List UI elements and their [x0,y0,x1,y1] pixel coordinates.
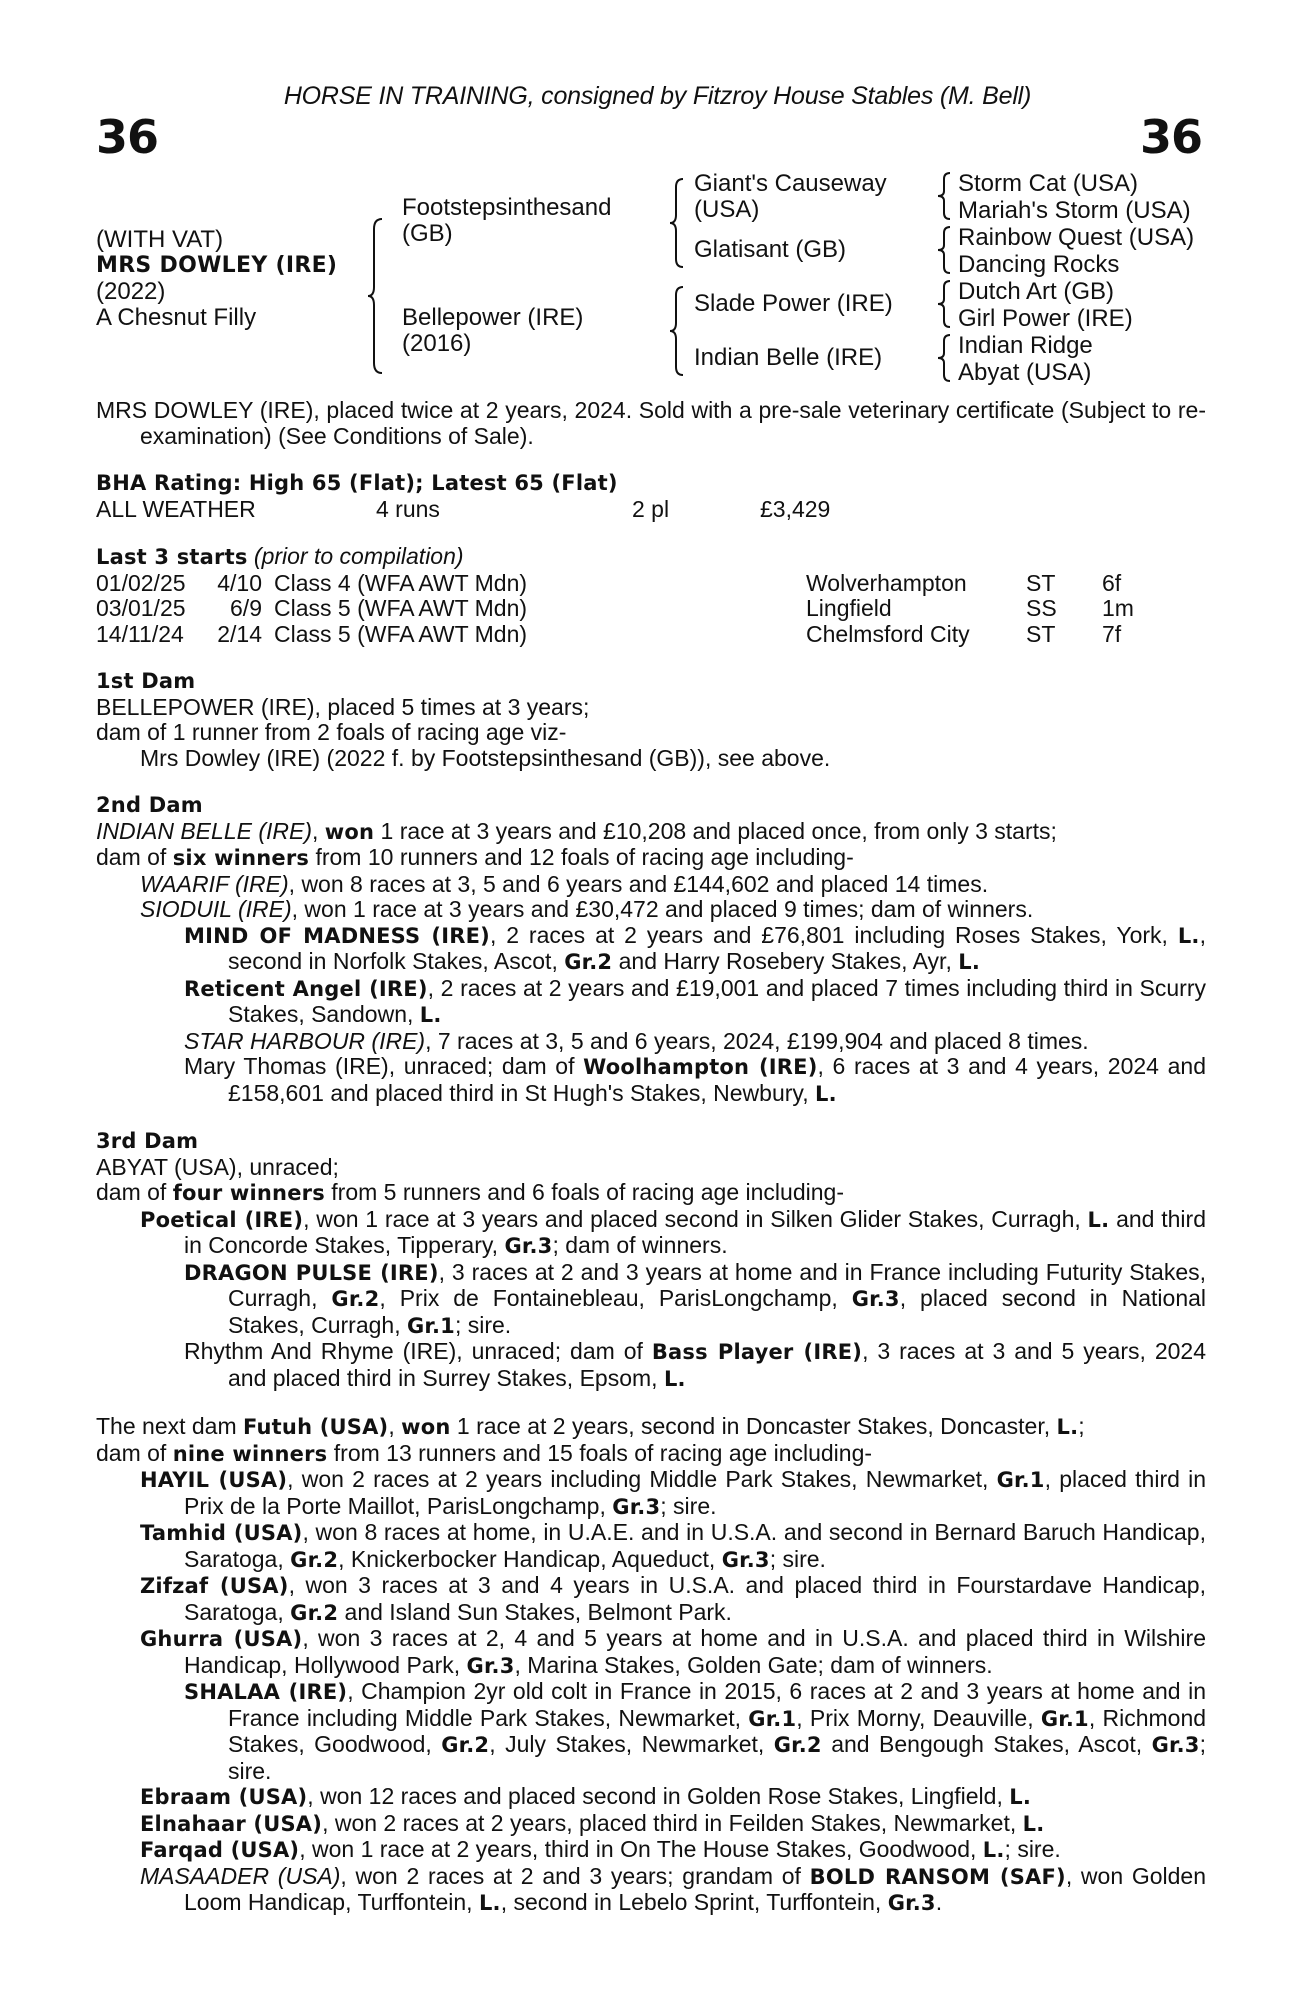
dam-section [96,793,1206,1107]
gen3-ancestor: Mariah's Storm (USA) [958,197,1191,224]
produce-entry [96,897,1206,923]
dam-line [96,845,1206,872]
text-run: ; sire. [454,1311,512,1338]
start-course: Lingfield [806,595,892,621]
bold-text: six winners [172,846,310,870]
dam-line [96,1180,1206,1207]
italic-text: STAR HARBOUR (IRE) [184,1027,426,1054]
text-run: ; sire. [228,1731,1207,1784]
produce-entry [96,976,1206,1029]
text-run: ; sire. [660,1492,717,1519]
bold-text: L. [1177,923,1200,948]
produce-entry [96,923,1206,976]
text-run: dam of [96,1439,173,1466]
bold-text: Tamhid (USA) [140,1521,303,1545]
text-run: , won 1 race at 3 years and placed second in Silken Glider Stakes, Curragh, [303,1205,1088,1232]
bold-text: Gr.2 [564,950,613,974]
gen3-ancestor: Indian Ridge [958,332,1093,359]
text-run: , second in Norfolk Stakes, Ascot, [228,921,1206,974]
produce-entry [96,1784,1206,1811]
bold-text: Gr.2 [290,1600,339,1625]
bold-text: L. [478,1891,501,1915]
start-course: Wolverhampton [806,569,967,596]
start-date: 01/02/25 [96,569,186,596]
bold-text: Gr.3 [887,1891,936,1915]
start-position: 4/10 [217,569,262,596]
dam-line [96,695,1206,721]
text-run: dam of 1 runner from 2 foals of racing age viz- [96,719,567,745]
start-distance: 1m [1102,595,1134,621]
bold-text: nine winners [172,1441,328,1466]
text-run: , [312,817,325,844]
bold-text: Gr.3 [612,1494,661,1519]
bold-text: Gr.1 [996,1468,1045,1492]
produce-entry [96,1207,1206,1260]
text-run: and Harry Rosebery Stakes, Ayr, [612,948,959,974]
text-run: from 13 runners and 15 foals of racing age including- [327,1439,873,1466]
bold-text: Elnahaar (USA) [140,1811,323,1836]
bold-text: Gr.1 [1040,1706,1089,1731]
text-run: ; dam of winners. [552,1232,728,1258]
bold-text: Gr.3 [851,1287,900,1311]
text-run: The next dam [96,1413,244,1439]
bold-text: Reticent Angel (IRE) [184,976,428,1001]
bold-text: won [324,819,375,844]
produce-entry [96,1837,1206,1864]
start-race: Class 4 (WFA AWT Mdn) [274,569,528,596]
gen3-ancestor: Abyat (USA) [958,359,1092,386]
text-run: BELLEPOWER (IRE), placed 5 times at 3 years; [96,693,590,720]
last-starts-title: Last 3 starts [96,545,248,569]
start-surface: SS [1026,595,1057,621]
text-run: , 3 races at 3 and 5 years, 2024 and placed third in Surrey Stakes, Epsom, [228,1338,1206,1391]
horse-name: MRS DOWLEY (IRE) [96,253,338,278]
dam-dam-name: Indian Belle (IRE) [694,344,883,371]
bold-text: Gr.1 [406,1313,455,1338]
horse-summary: MRS DOWLEY (IRE), placed twice at 2 years, 2024. Sold with a pre-sale veterinary certificate (Subject to re-examination) (See Conditions of Sale). [96,397,1206,449]
dam-section-title: 2nd Dam [96,793,203,817]
gen3-ancestor: Storm Cat (USA) [958,170,1139,197]
dam-section-title: 1st Dam [96,669,196,693]
start-position: 6/9 [230,595,262,621]
lot-number-left: 36 [96,110,159,164]
text-run: , Richmond Stakes, Goodwood, [228,1704,1207,1757]
bha-placed: 2 pl [632,495,670,522]
dam-line [96,1155,1206,1181]
text-run: , won 8 races at home, in U.A.E. and in U.S.A. and second in Bernard Baruch Handicap, Saratoga, [184,1519,1206,1572]
dam-name: Bellepower (IRE) [402,304,584,331]
produce-entry [96,1339,1206,1392]
bold-text: Gr.3 [504,1234,553,1258]
produce-entry [96,1260,1206,1340]
bold-text: Gr.2 [290,1547,339,1572]
produce-entry [96,1520,1206,1573]
dam-section [96,669,1206,771]
gen3-ancestor: Girl Power (IRE) [958,305,1133,332]
text-run: , 7 races at 3, 5 and 6 years, 2024, £199,904 and placed 8 times. [425,1027,1089,1054]
text-run: , won 3 races at 3 and 4 years in U.S.A. and placed third in Fourstardave Handicap, Saratoga, [184,1572,1206,1625]
bold-text: L. [1087,1207,1110,1232]
bold-text: Bass Player (IRE) [651,1340,863,1364]
bold-text: Ghurra (USA) [140,1627,303,1651]
text-run: , [388,1413,402,1439]
bold-text: L. [1009,1785,1032,1809]
sire-country: (GB) [402,220,453,247]
text-run: , Champion 2yr old colt in France in 2015, 6 races at 2 and 3 years at home and in France including Middle Park Stakes, Newmarket, [228,1678,1206,1731]
gen3-ancestor: Dutch Art (GB) [958,278,1115,305]
bold-text: L. [814,1081,837,1106]
text-run: Rhythm And Rhyme (IRE), unraced; dam of [184,1338,652,1364]
bold-text: Futuh (USA) [243,1415,389,1439]
text-run: and third in Concorde Stakes, Tipperary, [184,1205,1206,1258]
produce-entry [96,1864,1206,1917]
dam-line [96,720,1206,746]
bold-text: Gr.3 [721,1547,770,1572]
text-run: Mary Thomas (IRE), unraced; dam of [184,1053,584,1079]
italic-text: SIODUIL (IRE) [140,896,292,922]
produce-entry [96,1054,1206,1107]
bold-text: won [401,1415,451,1439]
bold-text: Ebraam (USA) [140,1785,308,1809]
bold-text: SHALAA (IRE) [184,1680,348,1704]
text-run: 1 race at 3 years and £10,208 and placed once, from only 3 starts; [374,817,1057,844]
bha-surface: ALL WEATHER [96,495,256,522]
bold-text: Gr.1 [748,1706,797,1731]
last-starts-heading [96,544,1206,571]
start-race: Class 5 (WFA AWT Mdn) [274,595,528,621]
bold-text: DRAGON PULSE (IRE) [184,1260,439,1285]
bold-text: Farqad (USA) [140,1838,300,1862]
dam-section [96,1129,1206,1392]
catalogue-body [96,398,1206,1917]
sire-sire-country: (USA) [694,196,760,223]
last-starts-table [96,571,1206,648]
italic-text: WAARIF (IRE) [140,870,289,897]
italic-text: MASAADER (USA) [140,1862,341,1889]
produce-entry [96,1626,1206,1679]
dam-section-title: 3rd Dam [96,1129,199,1153]
dam-line [96,1441,1206,1468]
dam-sections [96,647,1206,1917]
pedigree-brace-sire [668,177,686,269]
text-run: , Knickerbocker Handicap, Aqueduct, [338,1545,722,1572]
start-distance: 6f [1102,569,1122,596]
text-run: , 2 races at 2 years and £76,801 including Roses Stakes, York, [489,921,1178,948]
text-run: ; [1078,1413,1085,1439]
start-row [96,571,1206,597]
bold-text: Gr.2 [331,1287,380,1311]
bold-text: L. [1022,1811,1045,1836]
pedigree-brace-g3-1 [936,171,952,221]
italic-text: INDIAN BELLE (IRE) [96,817,312,844]
text-run: , won Golden Loom Handicap, Turffontein, [184,1862,1206,1915]
bold-text: Woolhampton (IRE) [583,1055,818,1079]
produce-entry [96,1573,1206,1626]
text-run: , placed third in Prix de la Porte Maillot, ParisLongchamp, [184,1466,1207,1519]
pedigree-table [0,165,1315,395]
start-surface: ST [1026,569,1056,596]
bold-text: Poetical (IRE) [140,1207,304,1232]
bold-text: four winners [172,1181,325,1205]
start-row [96,622,1206,648]
text-run: , 3 races at 2 and 3 years at home and in France including Futurity Stakes, Curragh, [228,1258,1206,1311]
bold-text: L. [958,950,980,974]
text-run: , won 2 races at 2 and 3 years; grandam of [340,1862,810,1889]
pedigree-brace-g3-4 [936,333,952,383]
pedigree-brace-dam [668,285,686,377]
produce-entry [96,746,1206,772]
dam-sire-name: Slade Power (IRE) [694,290,893,317]
horse-description: A Chesnut Filly [96,304,257,331]
bold-text: MIND OF MADNESS (IRE) [184,923,490,948]
text-run: from 5 runners and 6 foals of racing age including- [324,1179,844,1205]
bha-earnings: £3,429 [760,495,831,522]
bold-text: L. [419,1003,442,1027]
page-header-title: HORSE IN TRAINING, consigned by Fitzroy House Stables (M. Bell) [283,82,1032,110]
bold-text: Zifzaf (USA) [140,1574,289,1598]
bha-runs: 4 runs [376,495,440,522]
gen3-ancestor: Dancing Rocks [958,251,1120,278]
dam-line [96,1414,1206,1441]
sire-sire-name: Giant's Causeway [694,170,887,197]
text-run: , Prix Morny, Deauville, [796,1704,1041,1731]
sire-dam-name: Glatisant (GB) [694,236,847,263]
bha-record-row [96,497,1206,523]
dam-section [96,1414,1206,1917]
text-run: , placed second in National Stakes, Curragh, [228,1285,1207,1338]
bold-text: BOLD RANSOM (SAF) [809,1864,1066,1889]
bold-text: Gr.2 [441,1733,490,1757]
text-run: ABYAT (USA), unraced; [96,1153,339,1180]
start-course: Chelmsford City [806,620,970,647]
bha-rating-title: BHA Rating: High 65 (Flat); Latest 65 (Flat) [96,471,618,495]
text-run: , won 2 races at 2 years, placed third in Feilden Stakes, Newmarket, [322,1809,1023,1836]
start-date: 03/01/25 [96,595,186,621]
produce-entry [96,872,1206,898]
bold-text: HAYIL (USA) [140,1468,288,1492]
start-surface: ST [1026,620,1056,647]
bold-text: Gr.3 [1151,1733,1200,1757]
text-run: , 6 races at 3 and 4 years, 2024 and £158,601 and placed third in St Hugh's Stakes, Newbury, [228,1053,1206,1106]
dam-year: (2016) [402,330,472,357]
text-run: and Bengough Stakes, Ascot, [821,1731,1152,1757]
produce-entry [96,1467,1206,1520]
bold-text: Gr.3 [466,1653,515,1678]
text-run: , won 8 races at 3, 5 and 6 years and £144,602 and placed 14 times. [288,870,989,897]
text-run: , won 1 race at 3 years and £30,472 and placed 9 times; dam of winners. [291,896,1034,922]
text-run: , won 1 race at 2 years, third in On The House Stakes, Goodwood, [299,1836,983,1862]
text-run: , July Stakes, Newmarket, [489,1731,774,1757]
sire-name: Footstepsinthesand [402,194,612,221]
lot-number-right: 36 [1139,110,1202,164]
bold-text: L. [982,1838,1005,1862]
vat-note: (WITH VAT) [96,226,224,253]
text-run: , Marina Stakes, Golden Gate; dam of winners. [514,1651,993,1678]
produce-entry [96,1679,1206,1784]
bold-text: Gr.2 [773,1733,822,1757]
horse-year: (2022) [96,278,166,305]
text-run: , won 3 races at 2, 4 and 5 years at home and in U.S.A. and placed third in Wilshire Handicap, Hollywood Park, [184,1625,1206,1678]
pedigree-brace-main [366,217,386,375]
text-run: 1 race at 2 years, second in Doncaster Stakes, Doncaster, [450,1413,1057,1439]
text-run: . [935,1889,943,1915]
produce-entry [96,1811,1206,1838]
text-run: dam of [96,844,173,870]
dam-line [96,819,1206,846]
text-run: , 2 races at 2 years and £19,001 and placed 7 times including third in Scurry Stakes, Sandown, [228,974,1207,1027]
bold-text: L. [1056,1415,1079,1439]
text-run: , second in Lebelo Sprint, Turffontein, [500,1889,888,1915]
text-run: dam of [96,1179,173,1205]
start-row [96,596,1206,622]
start-position: 2/14 [217,620,262,647]
text-run: ; sire. [769,1545,826,1572]
start-distance: 7f [1102,620,1122,647]
text-run: ; sire. [1004,1836,1061,1862]
text-run: Mrs Dowley (IRE) (2022 f. by Footstepsinthesand (GB)), see above. [140,744,831,771]
pedigree-brace-g3-2 [936,225,952,275]
text-run: , won 2 races at 2 years including Middle Park Stakes, Newmarket, [287,1466,997,1492]
pedigree-brace-g3-3 [936,279,952,329]
gen3-ancestor: Rainbow Quest (USA) [958,224,1195,251]
text-run: and Island Sun Stakes, Belmont Park. [338,1598,732,1625]
text-run: from 10 runners and 12 foals of racing age including- [309,844,854,870]
text-run: , Prix de Fontainebleau, ParisLongchamp, [379,1285,852,1311]
text-run: , won 12 races and placed second in Golden Rose Stakes, Lingfield, [307,1783,1010,1809]
last-starts-subtitle: (prior to compilation) [253,543,464,569]
bold-text: L. [663,1366,686,1391]
produce-entry [96,1029,1206,1055]
start-race: Class 5 (WFA AWT Mdn) [274,620,528,647]
start-date: 14/11/24 [96,620,184,647]
